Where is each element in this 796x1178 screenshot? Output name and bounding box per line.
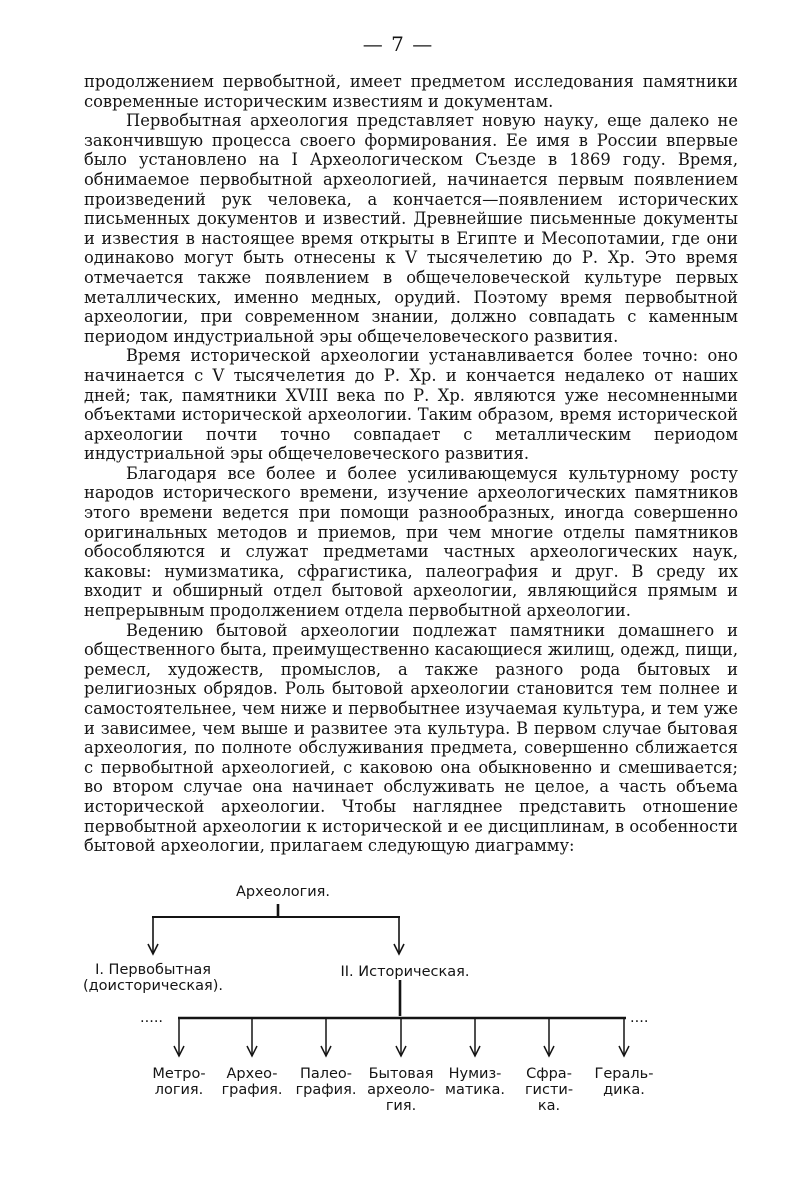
primitive-label-line: (доисторическая). (83, 978, 223, 994)
primitive-label (78, 962, 228, 994)
primitive-label-line: I. Первобытная (95, 962, 211, 978)
discipline-line: Нумиз- (448, 1066, 502, 1082)
discipline-metrology (139, 1066, 219, 1098)
discipline-paleography (286, 1066, 366, 1098)
discipline-line: гисти- (524, 1082, 574, 1098)
discipline-heraldry (584, 1066, 664, 1098)
discipline-line: Гераль- (594, 1066, 654, 1082)
root-label: Археология. (235, 884, 330, 900)
ellipsis-right: .... (630, 1010, 649, 1026)
discipline-line: матика. (445, 1082, 505, 1098)
historical-label: II. Историческая. (340, 964, 470, 980)
discipline-everyday-archaeology (361, 1066, 441, 1114)
discipline-line: Палео- (299, 1066, 353, 1082)
discipline-line: логия. (154, 1082, 204, 1098)
discipline-line: Археo- (226, 1066, 278, 1082)
paragraph: Первобытная археология представляет новую науку, еще далеко не закончившую процесса своего формирования. Ее имя в России впервые было установлено на I Археологическом Съезде в 1869 году. Время, обнимаемое первобытной археологией, начинается первым появлением произведений рук человека, а кончается—появлением исторических письменных документов и известий. Древнейшие письменные документы и известия в настоящее время открыты в Египте и Месопотамии, где они одинаково могут быть отнесены к V тысячелетию до Р. Хр. Это время отмечается также появлением в общечеловеческой культуре первых металлических, именно медных, орудий. Поэтому время первобытной археологии, при современном знании, должно совпадать с каменным периодом индустриальной эры общечеловеческого развития. (84, 111, 738, 346)
discipline-arrows (174, 1018, 629, 1056)
discipline-numismatics (435, 1066, 515, 1098)
discipline-sphragistics (509, 1066, 589, 1114)
discipline-archaeography (212, 1066, 292, 1098)
diagram-lines (0, 870, 796, 1170)
discipline-line: гия. (385, 1098, 417, 1114)
paragraph: Ведению бытовой археологии подлежат памятники домашнего и общественного быта, преимущественно касающиеся жилищ, одежд, пищи, ремесл, художеств, промыслов, а также разного рода бытовых и религиозных обрядов. Роль бытовой археологии становится тем полнее и самостоятельнее, чем ниже и первобытнее изучаемая культура, и тем уже и зависимее, чем выше и развитее эта культура. В первом случае бытовая археология, по полноте обслуживания предмета, совершенно сближается с первобытной археологией, с каковою она обыкновенно и смешивается; во втором случае она начинает обслуживать не целое, а часть объема исторической археологии. Чтобы нагляднее представить отношение первобытной археологии к исторической и ее дисциплинам, в особенности бытовой археологии, прилагаем следующую диаграмму: (84, 620, 738, 856)
discipline-line: ка. (537, 1098, 561, 1114)
paragraph: Благодаря все более и более усиливающемуся культурному росту народов исторического времени, изучение археологических памятников этого времени ведется при помощи разнообразных, иногда совершенно оригинальных методов и приемов, при чем многие отделы памятников обособляются и служат предметами частных археологических наук, каковы: нумизматика, сфрагистика, палеография и друг. В среду их входит и обширный отдел бытовой археологии, являющийся прямым и непрерывным продолжением отдела первобытной археологии. (84, 463, 738, 621)
discipline-line: археоло- (367, 1082, 435, 1098)
discipline-line: графия. (221, 1082, 283, 1098)
discipline-line: графия. (295, 1082, 357, 1098)
discipline-line: Метро- (152, 1066, 206, 1082)
paragraph: Время исторической археологии устанавливается более точно: оно начинается с V тысячелетия до Р. Хр. и кончается недалеко от наших дней; так, памятники XVIII века по Р. Хр. являются уже несомненными объектами исторической археологии. Таким образом, время исторической археологии почти точно совпадает с металлическим периодом индустриальной эры общечеловеческого развития. (84, 346, 738, 464)
discipline-line: Сфра- (526, 1066, 572, 1082)
body-text (84, 72, 738, 856)
discipline-line: Бытовая (368, 1066, 434, 1082)
page-number: — 7 — (362, 32, 434, 56)
paragraph: продолжением первобытной, имеет предметом исследования памятники современные историческим известиям и документам. (84, 72, 738, 111)
archaeology-diagram (0, 870, 796, 1170)
discipline-line: дика. (603, 1082, 645, 1098)
ellipsis-left: ..... (140, 1010, 164, 1026)
